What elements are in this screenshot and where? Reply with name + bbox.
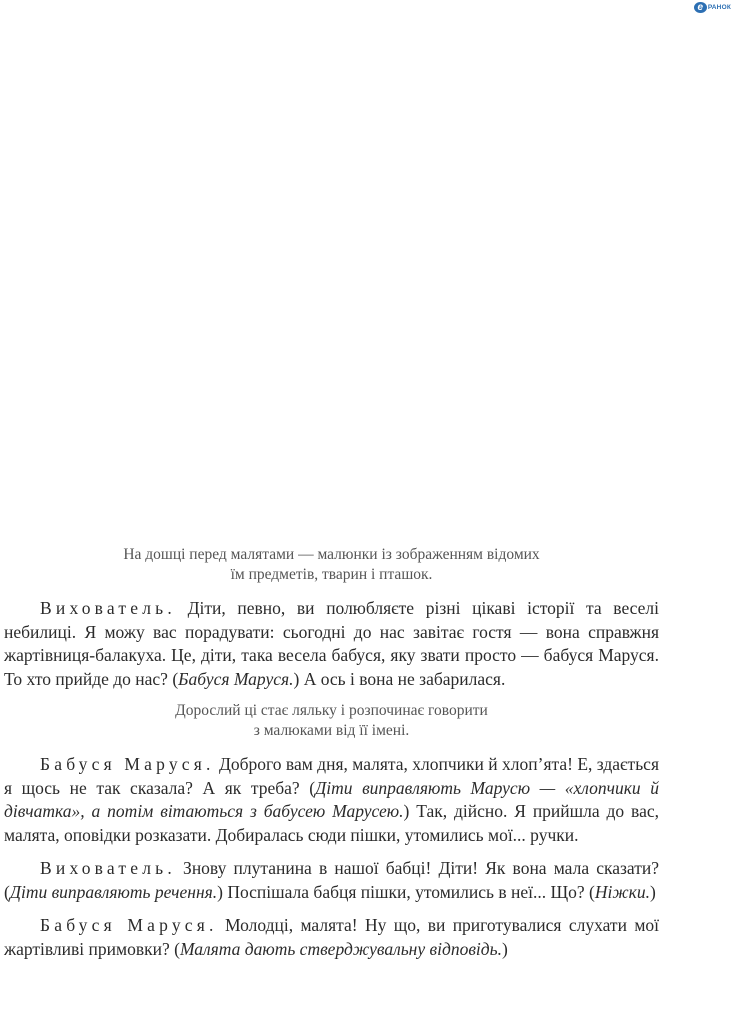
logo-mark: e <box>694 2 707 13</box>
paragraph-text: ) Так, дійсно. Я прийшла до вас, малята, оповідки розказати. Добиралась сюди пішки, утомились мої... ручки. <box>4 801 659 845</box>
stage-remark: Бабуся Маруся. <box>178 668 294 689</box>
speaker-name: Вихователь. <box>40 858 176 878</box>
stage-direction-1-line1: На дошці перед малятами — малюнки із зображенням відомих <box>123 546 540 563</box>
paragraph-text: Діти, певно, ви полюбляєте різні цікаві історії та веселі небилиці. Я можу вас порадувати: сьогодні до нас завітає гостя — вона справжня жартівниця-балакуха. Це, діти, така весела бабуся, яку звати просто — бабуся Маруся. То хто прийде до нас? ( <box>4 598 659 689</box>
paragraph-text: ) А ось і вона не забарилася. <box>293 668 506 689</box>
stage-direction-1 <box>4 545 659 585</box>
paragraph-text: Молодці, малята! Ну що, ви приготувалися слухати мої жартівливі примовки? ( <box>4 915 659 959</box>
stage-direction-2 <box>4 701 659 741</box>
stage-remark: Діти виправляють речення. <box>9 881 218 902</box>
paragraph-text: ) <box>501 938 508 959</box>
stage-direction-2-line1: Дорослий ці стає ляльку і розпочинає говорити <box>175 702 488 719</box>
paragraph-educator-1 <box>4 597 659 691</box>
paragraph-granny-1 <box>4 753 659 847</box>
stage-remark: Малята дають стверджувальну відповідь. <box>179 938 502 959</box>
page-content <box>4 545 659 961</box>
paragraph-text: ) <box>649 881 656 902</box>
paragraph-text: ) Поспішала бабця пішки, утомились в неї... Що? ( <box>217 881 595 902</box>
logo-text: РАНОК <box>707 4 731 11</box>
stage-remark: Діти виправляють Марусю — «хлопчики й дівчатка», а потім вітаються з бабусею Марусею. <box>4 777 659 821</box>
publisher-logo <box>694 2 731 13</box>
paragraph-granny-2 <box>4 914 659 961</box>
paragraph-text: Доброго вам дня, малята, хлопчики й хлоп’ята! Е, здається я щось не так сказала? А як треба? ( <box>4 754 659 798</box>
speaker-name: Бабуся Маруся. <box>40 915 218 935</box>
speaker-name: Вихователь. <box>40 598 176 618</box>
stage-direction-1-line2: їм предметів, тварин і пташок. <box>230 566 433 583</box>
stage-direction-2-line2: з малюками від її імені. <box>253 722 410 739</box>
paragraph-educator-2 <box>4 857 659 904</box>
speaker-name: Бабуся Маруся. <box>40 754 215 774</box>
paragraph-text: Знову плутанина в нашої бабці! Діти! Як вона мала сказати? ( <box>4 858 659 902</box>
stage-remark: Ніжки. <box>594 881 650 902</box>
